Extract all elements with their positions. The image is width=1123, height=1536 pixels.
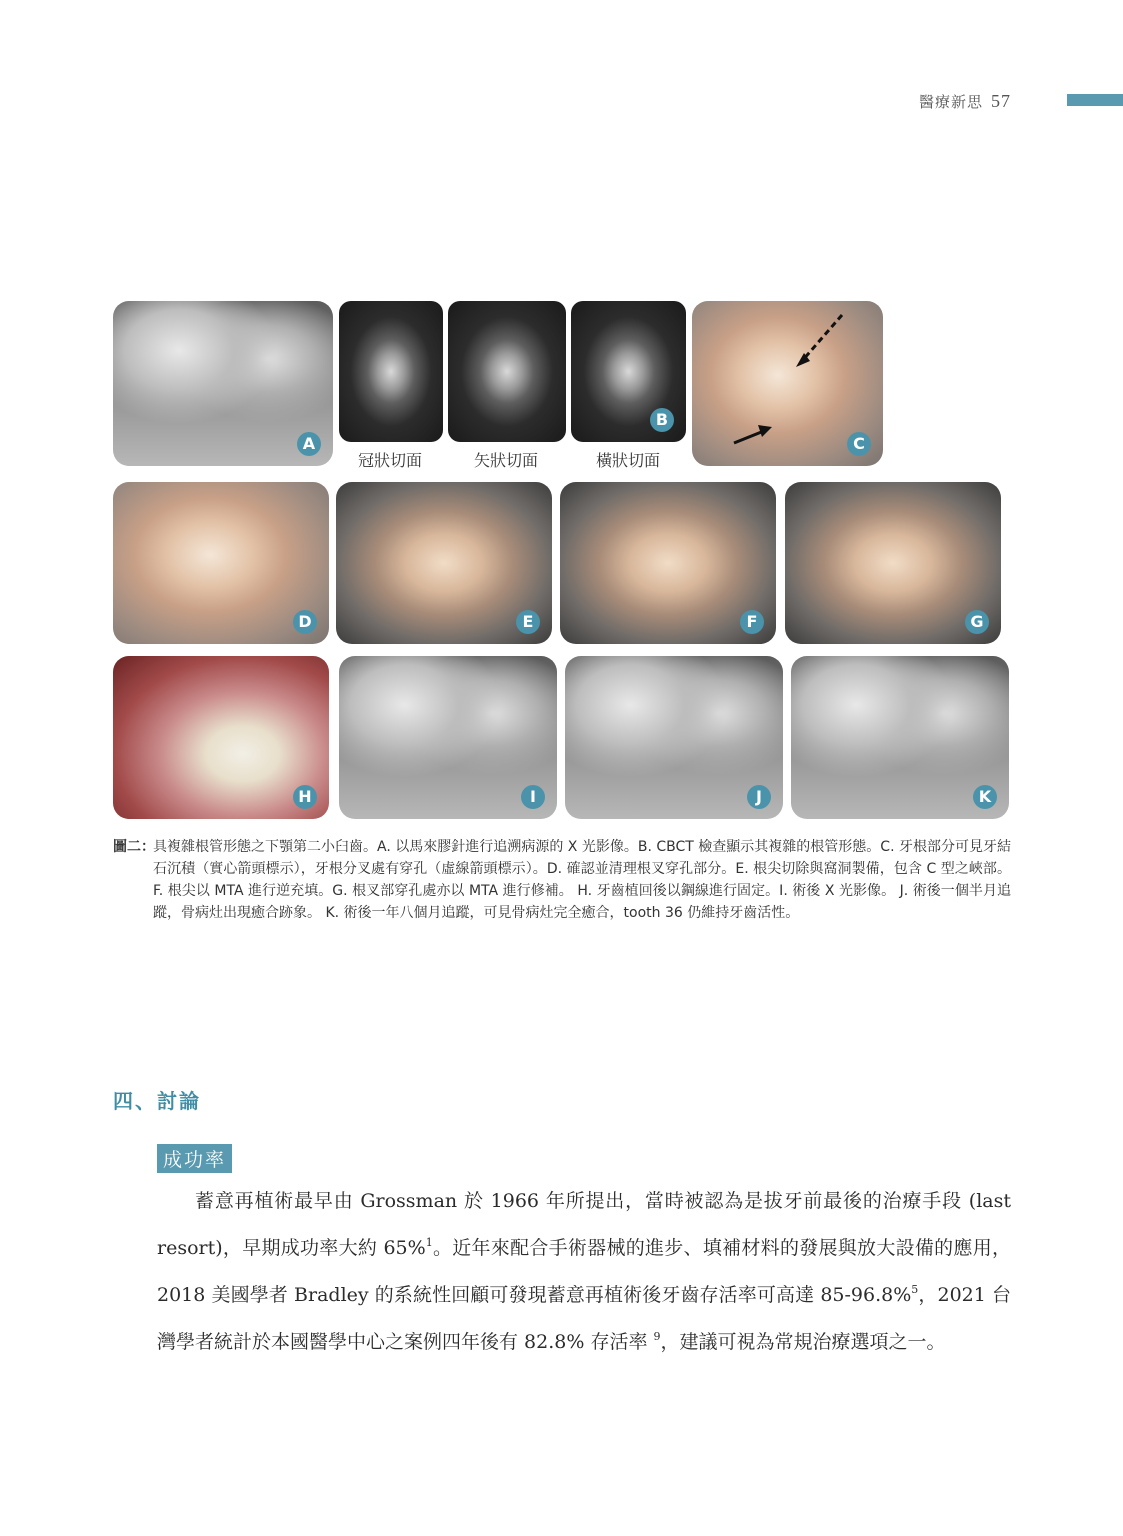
- header-accent-bar: [1067, 94, 1123, 106]
- figure-panel-k: [791, 656, 1009, 819]
- panel-label-k: K: [973, 785, 997, 809]
- figure-panel-h: [113, 656, 329, 819]
- figure-panel-f: [560, 482, 776, 644]
- page-number: 57: [991, 91, 1011, 111]
- paragraph-segment: ，2021 台灣學者統計於本國醫學中心之案例四年後有 82.8% 存活率: [157, 1284, 1011, 1353]
- section-heading: 四、討論: [113, 1089, 201, 1113]
- panel-label-j: J: [747, 785, 771, 809]
- panel-label-d: D: [293, 610, 317, 634]
- figure-panel-j: [565, 656, 783, 819]
- subsection-tag: 成功率: [157, 1144, 232, 1173]
- figure-panel-d: [113, 482, 329, 644]
- panel-label-i: I: [521, 785, 545, 809]
- reference-marker: 5: [911, 1283, 919, 1296]
- panel-label-a: A: [297, 432, 321, 456]
- figure-panel-g: [785, 482, 1001, 644]
- panel-label-f: F: [740, 610, 764, 634]
- paragraph-segment: ，建議可視為常規治療選項之一。: [660, 1331, 946, 1353]
- panel-label-e: E: [516, 610, 540, 634]
- ct-sublabel-axial: 橫狀切面: [596, 451, 661, 470]
- figure-panel-c: [692, 301, 883, 466]
- panel-label-g: G: [965, 610, 989, 634]
- figure-panel-b-axial: [571, 301, 686, 442]
- body-paragraph: [157, 1178, 1011, 1366]
- figure-caption: [113, 836, 1011, 924]
- caption-text: 具複雜根管形態之下顎第二小臼齒。A. 以馬來膠針進行追溯病源的 X 光影像。B. CBCT 檢查顯示其複雜的根管形態。C. 牙根部分可見牙結石沉積（實心箭頭標示），牙根分叉處有穿孔（虛線箭頭標示）。D. 確認並清理根叉穿孔部分。E. 根尖切除與窩洞製備，包含 C 型之峽部。 F. 根尖以 MTA 進行逆充填。G. 根叉部穿孔處亦以 MTA 進行修補。 H. 牙齒植回後以鋼線進行固定。I. 術後 X 光影像。 J. 術後一個半月追蹤，骨病灶出現癒合跡象。 K. 術後一年八個月追蹤，可見骨病灶完全癒合，tooth 36 仍維持牙齒活性。: [153, 839, 1011, 921]
- figure-panel-e: [336, 482, 552, 644]
- reference-marker: 1: [425, 1236, 433, 1249]
- figure-panel-i: [339, 656, 557, 819]
- figure-panel-b-coronal: [339, 301, 443, 442]
- panel-label-b: B: [650, 408, 674, 432]
- panel-label-c: C: [847, 432, 871, 456]
- panel-label-h: H: [293, 785, 317, 809]
- running-header: [919, 91, 1011, 112]
- caption-label: 圖二：: [113, 839, 155, 855]
- paragraph-segment: 蓄意再植術最早由 Grossman 於 1966 年所提出，當時被認為是拔牙前最後的治療手段 (last resort)，早期成功率大約 65%: [157, 1190, 1011, 1259]
- figure-panel-b-sagittal: [448, 301, 566, 442]
- reference-marker: 9: [653, 1330, 661, 1343]
- ct-sublabel-coronal: 冠狀切面: [358, 451, 423, 470]
- ct-sublabel-sagittal: 矢狀切面: [474, 451, 539, 470]
- paragraph-segment: 。近年來配合手術器械的進步、填補材料的發展與放大設備的應用，2018 美國學者 Bradley 的系統性回顧可發現蓄意再植術後牙齒存活率可高達 85-96.8%: [157, 1237, 1011, 1306]
- figure-panel-a: [113, 301, 333, 466]
- header-section-title: 醫療新思: [918, 93, 983, 111]
